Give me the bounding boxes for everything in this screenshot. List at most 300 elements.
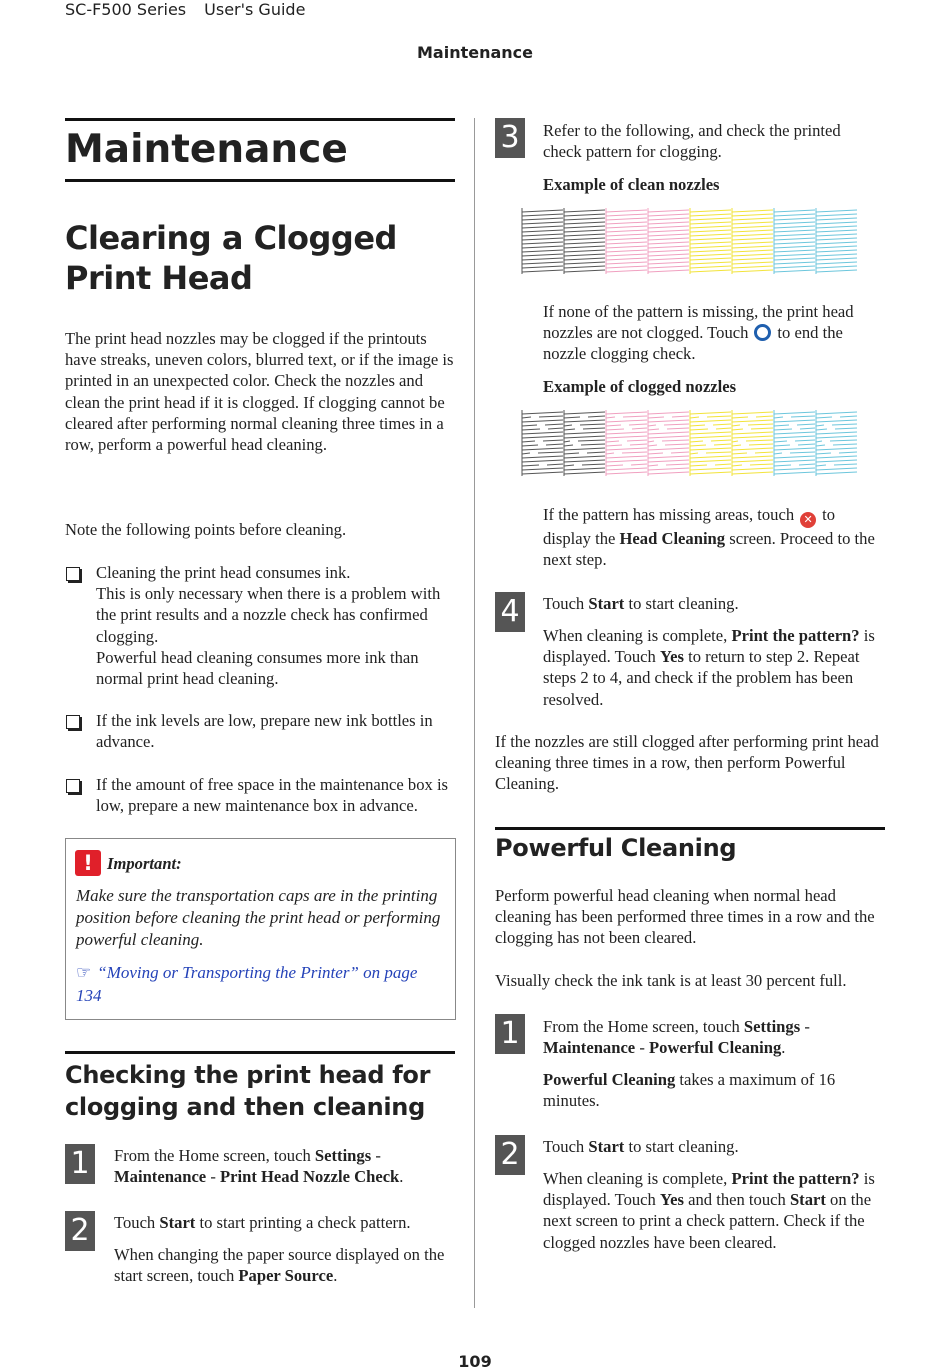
nozzle-line <box>648 420 689 422</box>
nozzle-line <box>732 230 773 232</box>
nozzle-line <box>522 460 563 462</box>
nozzle-line <box>690 416 731 418</box>
important-icon: ! <box>75 850 101 876</box>
nozzle-line <box>774 234 815 236</box>
nozzle-line <box>648 436 689 438</box>
nozzle-line <box>774 436 815 438</box>
nozzle-line <box>522 444 563 446</box>
nozzle-line <box>690 444 731 446</box>
step-number: 2 <box>65 1211 95 1251</box>
nozzle-line <box>732 270 773 272</box>
nozzle-line <box>564 210 605 212</box>
nozzle-line <box>522 270 563 272</box>
nozzle-line <box>522 246 563 248</box>
nozzle-line <box>690 456 731 458</box>
nozzle-line <box>690 222 731 224</box>
nozzle-line <box>606 242 647 244</box>
nozzle-line <box>564 416 605 418</box>
clean-example-label: Example of clean nozzles <box>543 175 720 194</box>
nozzle-line <box>774 464 815 466</box>
step-subtext: When cleaning is complete, Print the pattern? is displayed. Touch Yes to return to step 2. Repeat steps 2 to 4, and check if the problem has been resolved. <box>543 626 875 709</box>
nozzle-line <box>648 440 689 442</box>
nozzle-line <box>522 440 563 442</box>
nozzle-line <box>648 218 689 220</box>
nozzle-line <box>648 210 689 212</box>
nozzle-line <box>564 258 605 260</box>
nozzle-line <box>816 250 857 252</box>
nozzle-line <box>606 424 647 426</box>
nozzle-line <box>774 424 815 426</box>
nozzle-line <box>690 472 731 474</box>
nozzle-line <box>648 242 689 244</box>
nozzle-line <box>690 424 731 426</box>
nozzle-line <box>606 262 647 264</box>
nozzle-line <box>606 214 647 216</box>
step-subtext: When changing the paper source displayed on the start screen, touch Paper Source. <box>114 1245 445 1286</box>
nozzle-line <box>564 246 605 248</box>
nozzle-line <box>522 412 563 414</box>
step-text: From the Home screen, touch Settings - Maintenance - Powerful Cleaning. <box>543 1017 810 1058</box>
nozzle-line <box>774 258 815 260</box>
nozzle-line <box>774 210 815 212</box>
nozzle-line <box>564 420 605 422</box>
circle-icon <box>754 324 771 341</box>
nozzle-line <box>732 468 773 470</box>
nozzle-line <box>732 218 773 220</box>
nozzle-line <box>690 210 731 212</box>
nozzle-line <box>648 238 689 240</box>
nozzle-line <box>816 468 857 470</box>
nozzle-line <box>816 452 857 454</box>
nozzle-line <box>816 270 857 272</box>
important-text: Make sure the transportation caps are in the printing position before cleaning the print head or performing powerful cleaning. <box>76 886 441 949</box>
nozzle-line <box>564 428 605 430</box>
nozzle-line <box>564 460 605 462</box>
nozzle-line <box>690 238 731 240</box>
series-name: SC-F500 Series <box>65 0 187 19</box>
nozzle-line <box>564 214 605 216</box>
nozzle-line <box>606 460 647 462</box>
nozzle-line <box>690 436 731 438</box>
important-title: Important: <box>107 854 182 873</box>
nozzle-line <box>774 246 815 248</box>
nozzle-line <box>564 238 605 240</box>
nozzle-line <box>690 452 731 454</box>
nozzle-line <box>522 266 563 268</box>
link-text[interactable]: “Moving or Transporting the Printer” on page 134 <box>76 963 418 1005</box>
nozzle-line <box>732 424 773 426</box>
nozzle-line <box>732 432 773 434</box>
nozzle-line <box>564 234 605 236</box>
nozzle-line <box>648 432 689 434</box>
nozzle-line <box>606 432 647 434</box>
nozzle-line <box>816 222 857 224</box>
nozzle-line <box>732 448 773 450</box>
nozzle-line <box>606 210 647 212</box>
nozzle-line <box>564 464 605 466</box>
nozzle-line <box>606 444 647 446</box>
nozzle-line <box>648 262 689 264</box>
nozzle-line <box>606 234 647 236</box>
nozzle-line <box>564 440 605 442</box>
bullet-item: If the ink levels are low, prepare new ink bottles in advance. <box>96 711 433 752</box>
nozzle-line <box>606 440 647 442</box>
nozzle-line <box>774 428 815 430</box>
nozzle-line <box>732 226 773 228</box>
nozzle-line <box>522 420 563 422</box>
nozzle-line <box>648 472 689 474</box>
nozzle-line <box>732 472 773 474</box>
nozzle-line <box>522 464 563 466</box>
nozzle-line <box>816 258 857 260</box>
nozzle-line <box>522 210 563 212</box>
nozzle-line <box>732 436 773 438</box>
nozzle-line <box>564 452 605 454</box>
nozzle-line <box>522 242 563 244</box>
nozzle-line <box>774 238 815 240</box>
nozzle-line <box>606 226 647 228</box>
nozzle-line <box>690 270 731 272</box>
nozzle-line <box>564 412 605 414</box>
nozzle-line <box>774 440 815 442</box>
nozzle-line <box>816 460 857 462</box>
nozzle-line <box>690 464 731 466</box>
nozzle-line <box>564 226 605 228</box>
nozzle-line <box>648 226 689 228</box>
nozzle-line <box>690 428 731 430</box>
section-title: Clearing a Clogged Print Head <box>65 219 397 297</box>
clogged-nozzle-pattern <box>520 410 860 478</box>
nozzle-line <box>522 436 563 438</box>
nozzle-line <box>732 456 773 458</box>
nozzle-line <box>522 468 563 470</box>
nozzle-line <box>564 266 605 268</box>
nozzle-line <box>816 472 857 474</box>
nozzle-line <box>648 424 689 426</box>
nozzle-line <box>648 258 689 260</box>
nozzle-line <box>774 452 815 454</box>
nozzle-line <box>648 230 689 232</box>
nozzle-line <box>606 246 647 248</box>
nozzle-line <box>774 412 815 414</box>
nozzle-line <box>564 456 605 458</box>
nozzle-line <box>732 210 773 212</box>
nozzle-line <box>522 214 563 216</box>
nozzle-line <box>690 412 731 414</box>
nozzle-line <box>606 448 647 450</box>
nozzle-line <box>564 222 605 224</box>
nozzle-line <box>774 218 815 220</box>
nozzle-line <box>690 448 731 450</box>
nozzle-line <box>606 416 647 418</box>
nozzle-line <box>732 234 773 236</box>
nozzle-line <box>690 258 731 260</box>
nozzle-line <box>816 464 857 466</box>
nozzle-line <box>690 432 731 434</box>
nozzle-line <box>648 250 689 252</box>
nozzle-line <box>522 258 563 260</box>
after-steps-paragraph: If the nozzles are still clogged after performing print head cleaning three times in a row, then perform Powerful Cleaning. <box>495 732 879 794</box>
nozzle-line <box>816 416 857 418</box>
nozzle-line <box>522 234 563 236</box>
nozzle-line <box>648 416 689 418</box>
nozzle-line <box>816 444 857 446</box>
nozzle-line <box>732 222 773 224</box>
clean-result-text: If none of the pattern is missing, the print head nozzles are not clogged. Touch to end the nozzle clogging check. <box>543 302 854 364</box>
nozzle-line <box>522 456 563 458</box>
nozzle-line <box>648 412 689 414</box>
nozzle-line <box>774 250 815 252</box>
note-intro: Note the following points before cleaning. <box>65 520 347 539</box>
nozzle-line <box>564 472 605 474</box>
nozzle-line <box>564 242 605 244</box>
nozzle-line <box>564 230 605 232</box>
nozzle-line <box>564 218 605 220</box>
nozzle-line <box>690 266 731 268</box>
nozzle-line <box>732 258 773 260</box>
clogged-example-label: Example of clogged nozzles <box>543 377 737 396</box>
nozzle-line <box>648 468 689 470</box>
nozzle-line <box>816 440 857 442</box>
nozzle-line <box>648 460 689 462</box>
nozzle-line <box>732 420 773 422</box>
nozzle-line <box>648 444 689 446</box>
nozzle-line <box>648 448 689 450</box>
nozzle-line <box>606 266 647 268</box>
nozzle-line <box>774 242 815 244</box>
nozzle-line <box>564 432 605 434</box>
nozzle-line <box>690 242 731 244</box>
running-header <box>65 0 305 19</box>
nozzle-line <box>522 416 563 418</box>
nozzle-line <box>522 250 563 252</box>
powerful-paragraph: Perform powerful head cleaning when normal head cleaning has been performed three times in a row and the clogging has not been cleared. <box>495 886 875 948</box>
nozzle-line <box>564 468 605 470</box>
step-text: Touch Start to start printing a check pattern. <box>114 1213 411 1232</box>
nozzle-line <box>816 242 857 244</box>
nozzle-line <box>606 452 647 454</box>
nozzle-line <box>816 262 857 264</box>
nozzle-line <box>606 472 647 474</box>
pointing-hand-icon: ☞ <box>76 963 92 982</box>
nozzle-line <box>606 250 647 252</box>
nozzle-line <box>690 262 731 264</box>
x-icon: ✕ <box>800 512 816 528</box>
nozzle-line <box>774 222 815 224</box>
nozzle-line <box>690 460 731 462</box>
nozzle-line <box>732 452 773 454</box>
nozzle-line <box>648 270 689 272</box>
nozzle-line <box>606 238 647 240</box>
nozzle-line <box>564 262 605 264</box>
ink-check-paragraph: Visually check the ink tank is at least 30 percent full. <box>495 971 847 990</box>
clean-nozzle-pattern <box>520 208 860 276</box>
nozzle-line <box>606 456 647 458</box>
nozzle-line <box>606 436 647 438</box>
nozzle-line <box>732 440 773 442</box>
nozzle-line <box>690 214 731 216</box>
bullet-item: If the amount of free space in the maintenance box is low, prepare a new maintenance box in advance. <box>96 775 449 816</box>
nozzle-line <box>648 254 689 256</box>
nozzle-line <box>732 460 773 462</box>
nozzle-line <box>732 250 773 252</box>
guide-name: User's Guide <box>204 0 306 19</box>
nozzle-line <box>690 246 731 248</box>
nozzle-line <box>732 444 773 446</box>
chapter-title-block <box>65 118 455 182</box>
step-number: 1 <box>65 1144 95 1184</box>
nozzle-line <box>606 254 647 256</box>
nozzle-line <box>816 254 857 256</box>
nozzle-line <box>774 266 815 268</box>
nozzle-line <box>522 472 563 474</box>
nozzle-line <box>816 210 857 212</box>
nozzle-line <box>774 468 815 470</box>
step-text: Touch Start to start cleaning. <box>543 1137 739 1156</box>
nozzle-line <box>816 266 857 268</box>
nozzle-line <box>690 226 731 228</box>
step-number: 2 <box>495 1135 525 1175</box>
nozzle-line <box>690 230 731 232</box>
nozzle-line <box>774 230 815 232</box>
nozzle-line <box>774 456 815 458</box>
nozzle-line <box>732 246 773 248</box>
nozzle-line <box>732 238 773 240</box>
chapter-title: Maintenance <box>65 127 348 172</box>
bullet-box <box>66 715 80 729</box>
bullet-box <box>66 779 80 793</box>
nozzle-line <box>522 226 563 228</box>
cross-reference-link[interactable] <box>76 961 436 1007</box>
step-number: 3 <box>495 118 525 158</box>
important-box <box>65 838 456 1020</box>
nozzle-line <box>816 424 857 426</box>
bullet-item: Cleaning the print head consumes ink. This is only necessary when there is a problem with the print results and a nozzle check has confirmed clogging. Powerful head cleaning consumes more ink than normal print head cleaning. <box>96 563 441 689</box>
nozzle-line <box>648 266 689 268</box>
nozzle-line <box>606 420 647 422</box>
nozzle-line <box>564 444 605 446</box>
nozzle-line <box>774 214 815 216</box>
nozzle-line <box>816 456 857 458</box>
nozzle-line <box>522 238 563 240</box>
nozzle-line <box>816 428 857 430</box>
nozzle-line <box>816 238 857 240</box>
nozzle-line <box>774 226 815 228</box>
nozzle-line <box>774 254 815 256</box>
nozzle-line <box>774 270 815 272</box>
step-text: From the Home screen, touch Settings - Maintenance - Print Head Nozzle Check. <box>114 1146 404 1187</box>
nozzle-line <box>816 420 857 422</box>
nozzle-line <box>648 214 689 216</box>
subsection-title: Checking the print head for clogging and then cleaning <box>65 1051 455 1123</box>
nozzle-line <box>522 218 563 220</box>
nozzle-line <box>690 254 731 256</box>
nozzle-line <box>606 270 647 272</box>
nozzle-line <box>522 428 563 430</box>
column-divider <box>474 118 475 1308</box>
nozzle-line <box>816 436 857 438</box>
nozzle-line <box>690 234 731 236</box>
nozzle-line <box>732 464 773 466</box>
nozzle-line <box>522 254 563 256</box>
clogged-result-text: If the pattern has missing areas, touch ✕ to display the Head Cleaning screen. Proceed to the next step. <box>543 505 875 570</box>
nozzle-line <box>816 412 857 414</box>
nozzle-line <box>774 432 815 434</box>
nozzle-line <box>606 412 647 414</box>
section-header: Maintenance <box>416 43 533 62</box>
nozzle-line <box>564 250 605 252</box>
nozzle-line <box>774 472 815 474</box>
nozzle-line <box>522 424 563 426</box>
step-subtext: When cleaning is complete, Print the pattern? is displayed. Touch Yes and then touch Start on the next screen to print a check pattern. Check if the clogged nozzles have been cleared. <box>543 1169 875 1252</box>
nozzle-line <box>816 226 857 228</box>
nozzle-line <box>522 448 563 450</box>
powerful-cleaning-title: Powerful Cleaning <box>495 827 885 864</box>
nozzle-line <box>564 424 605 426</box>
nozzle-line <box>606 468 647 470</box>
nozzle-line <box>690 440 731 442</box>
nozzle-line <box>816 448 857 450</box>
nozzle-line <box>732 214 773 216</box>
nozzle-line <box>522 262 563 264</box>
nozzle-line <box>774 460 815 462</box>
nozzle-line <box>774 262 815 264</box>
step-subtext: Powerful Cleaning takes a maximum of 16 minutes. <box>543 1070 836 1111</box>
bullet-box <box>66 567 80 581</box>
nozzle-line <box>774 416 815 418</box>
nozzle-line <box>690 250 731 252</box>
nozzle-line <box>732 266 773 268</box>
nozzle-line <box>606 230 647 232</box>
intro-paragraph: The print head nozzles may be clogged if the printouts have streaks, uneven colors, blurred text, or if the image is printed in an unexpected color. Check the nozzles and clean the print head if it is clogged. If clogging cannot be cleared after performing normal cleaning three times in a row, perform a powerful head cleaning. <box>65 329 454 455</box>
nozzle-line <box>522 222 563 224</box>
nozzle-line <box>690 468 731 470</box>
nozzle-line <box>606 464 647 466</box>
nozzle-line <box>648 464 689 466</box>
nozzle-line <box>732 262 773 264</box>
nozzle-line <box>564 270 605 272</box>
step-text: Touch Start to start cleaning. <box>543 594 739 613</box>
nozzle-line <box>522 432 563 434</box>
nozzle-line <box>522 230 563 232</box>
nozzle-line <box>564 448 605 450</box>
nozzle-line <box>816 214 857 216</box>
nozzle-line <box>816 432 857 434</box>
nozzle-line <box>648 246 689 248</box>
nozzle-line <box>648 222 689 224</box>
nozzle-line <box>732 242 773 244</box>
nozzle-line <box>774 420 815 422</box>
nozzle-line <box>648 452 689 454</box>
nozzle-line <box>816 218 857 220</box>
step-text: Refer to the following, and check the printed check pattern for clogging. <box>543 121 841 162</box>
step-number: 1 <box>495 1014 525 1054</box>
nozzle-line <box>732 412 773 414</box>
nozzle-line <box>816 230 857 232</box>
nozzle-line <box>732 428 773 430</box>
nozzle-line <box>648 428 689 430</box>
step-number: 4 <box>495 592 525 632</box>
nozzle-line <box>774 448 815 450</box>
page-number: 109 <box>458 1352 492 1371</box>
nozzle-line <box>774 444 815 446</box>
nozzle-line <box>606 258 647 260</box>
nozzle-line <box>732 254 773 256</box>
nozzle-line <box>606 222 647 224</box>
nozzle-line <box>648 234 689 236</box>
nozzle-line <box>648 456 689 458</box>
nozzle-line <box>606 218 647 220</box>
